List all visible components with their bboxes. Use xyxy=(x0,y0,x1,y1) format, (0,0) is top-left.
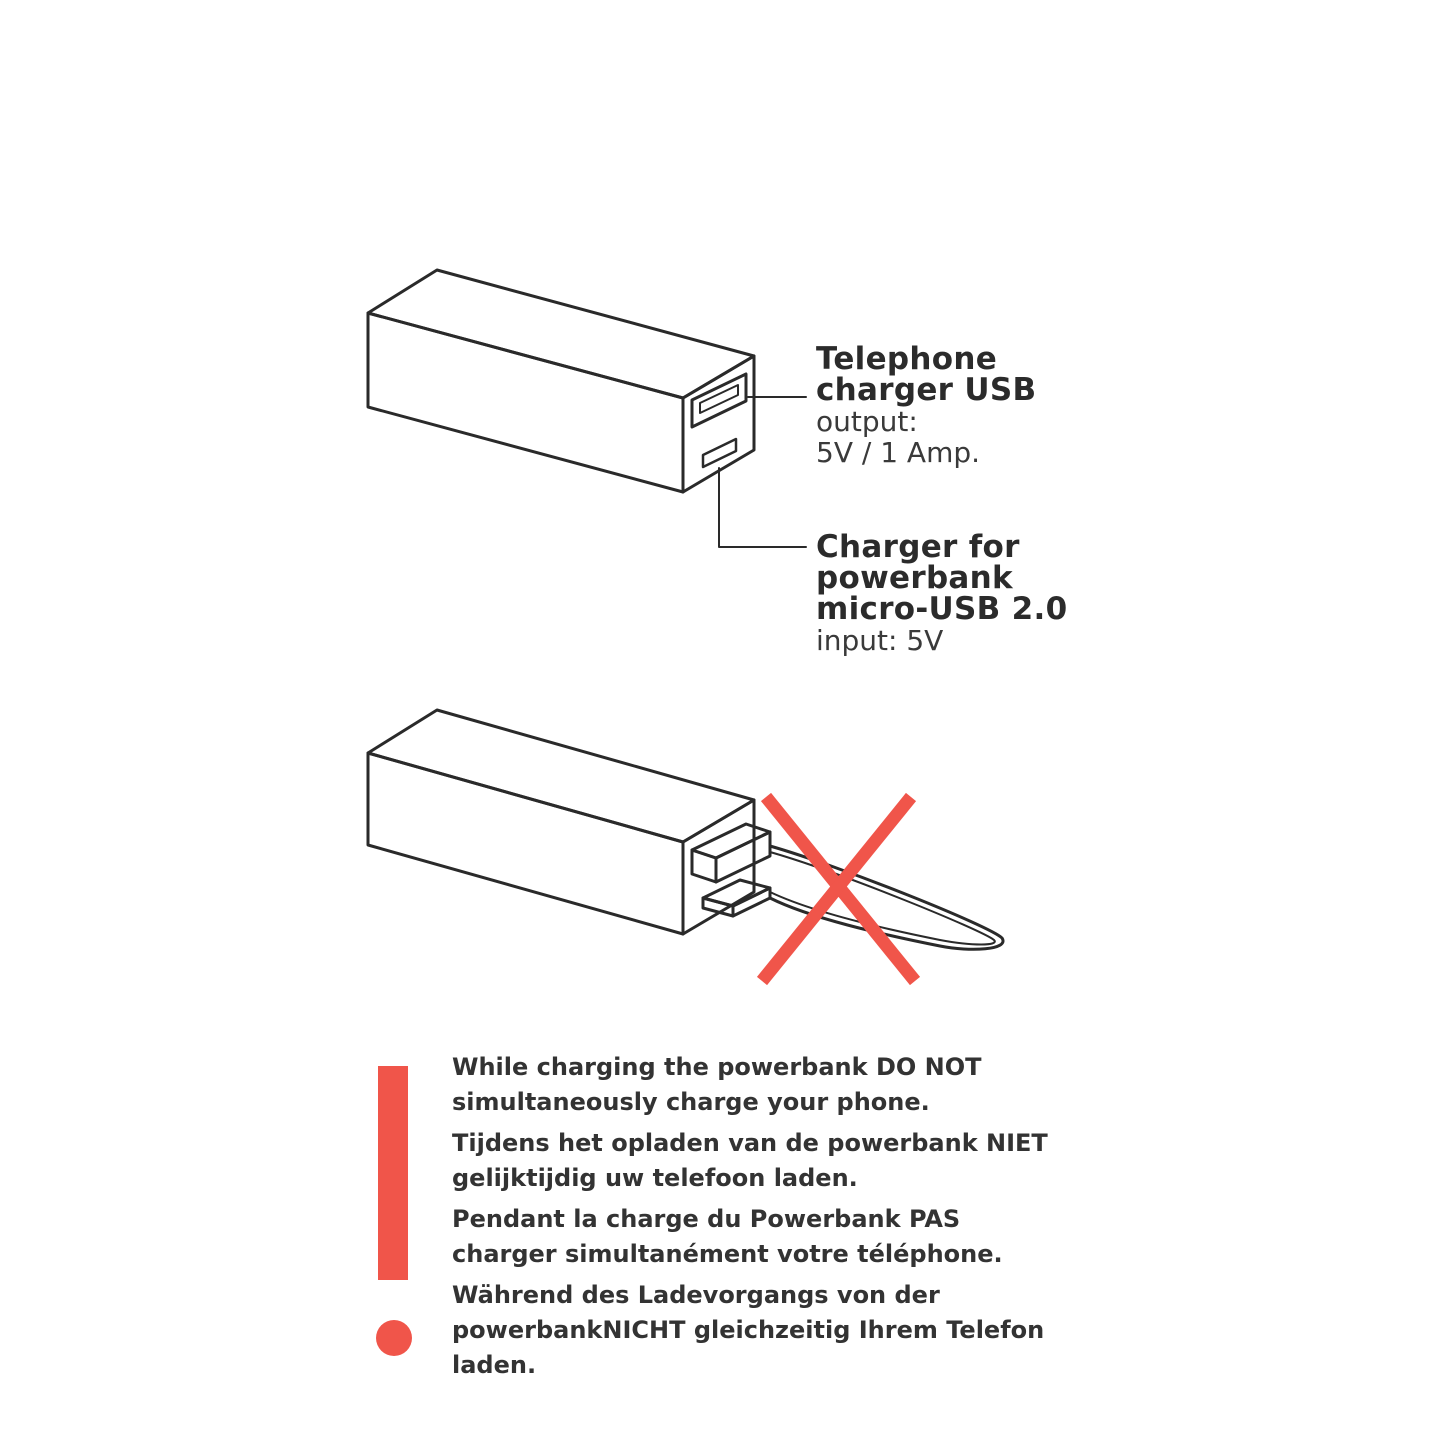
usb-output-detail-line2: 5V / 1 Amp. xyxy=(816,436,981,469)
micro-usb-leader-line xyxy=(719,468,806,547)
micro-usb-input-label xyxy=(816,529,1068,657)
warning-message-de: Während des Ladevorgangs von der powerbankNICHT gleichzeitig Ihrem Telefon laden. xyxy=(452,1281,1045,1379)
micro-usb-title-line2: powerbank xyxy=(816,560,1013,596)
usb-output-port-icon xyxy=(692,374,746,427)
usb-output-title-line1: Telephone xyxy=(816,341,998,377)
exclamation-icon xyxy=(378,1066,408,1280)
usb-output-title-line2: charger USB xyxy=(816,372,1037,408)
micro-usb-detail-line1: input: 5V xyxy=(816,624,944,657)
usb-output-detail-line1: output: xyxy=(816,405,918,438)
micro-usb-title-line3: micro-USB 2.0 xyxy=(816,591,1068,627)
warning-message-fr: Pendant la charge du Powerbank PAS charger simultanément votre téléphone. xyxy=(452,1205,1003,1268)
powerbank-bottom-illustration xyxy=(368,710,1003,949)
micro-usb-title-line1: Charger for xyxy=(816,529,1020,565)
powerbank-top-illustration xyxy=(368,270,806,547)
warning-message-en: While charging the powerbank DO NOT simultaneously charge your phone. xyxy=(452,1053,982,1116)
warning-messages xyxy=(452,1050,1092,1389)
usb-output-label xyxy=(816,341,1037,469)
warning-message-nl: Tijdens het opladen van de powerbank NIET gelijktijdig uw telefoon laden. xyxy=(452,1129,1048,1192)
exclamation-dot-icon xyxy=(376,1320,412,1356)
